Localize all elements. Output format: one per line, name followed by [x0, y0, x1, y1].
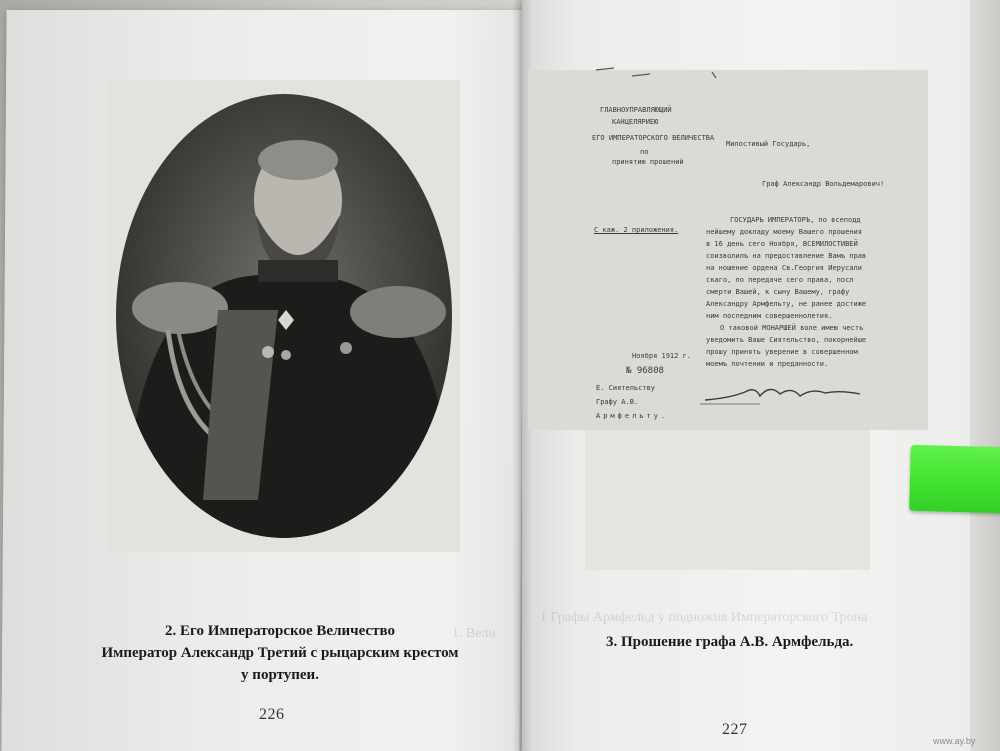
document-caption: 3. Прошение графа А.В. Армфельда.	[606, 634, 854, 650]
body-line: в 16 день сего Ноября, ВСЕМИЛОСТИВЕЙ	[706, 240, 858, 248]
caption-line: Император Александр Третий с рыцарским крестом	[101, 645, 459, 661]
body-line: нейшему докладу моему Вашего прошения	[706, 228, 862, 236]
body-line: О таковой МОНАРШЕЙ воле имею честь	[720, 324, 864, 332]
bleed-through-text: 1. Вели	[452, 626, 497, 641]
recipient-line: Графу А.В.	[596, 398, 639, 406]
document-plate-lower	[585, 430, 870, 570]
body-line: смерти Вашей, к сыну Вашему, графу	[706, 288, 850, 296]
body-line: соизволилъ на предоставление Вамъ прав	[706, 252, 867, 260]
caption-line: у портупеи.	[241, 667, 319, 683]
page-number-right: 227	[722, 721, 748, 738]
addressee: Граф Александр Вольдемарович!	[762, 180, 885, 188]
document-number: № 96808	[626, 366, 664, 376]
recipient-line: Армфельту.	[596, 412, 669, 420]
page-stack-edge	[970, 0, 1000, 751]
letterhead-line: принятию прошений	[612, 158, 684, 166]
watermark: www.ay.by	[933, 736, 976, 746]
page-number-left: 226	[259, 706, 285, 723]
body-line: Александру Армфельту, не ранее достиже	[706, 300, 867, 308]
letterhead-line: ГЛАВНОУПРАВЛЯЮЩИЙ	[600, 106, 672, 114]
body-line: на ношение ордена Св.Георгия Иерусали	[706, 264, 862, 272]
recipient-line: Е. Сиятельству	[596, 384, 656, 392]
letterhead-line: ЕГО ИМПЕРАТОРСКОГО ВЕЛИЧЕСТВА	[592, 134, 715, 142]
caption-line: 2. Его Императорское Величество	[165, 623, 395, 639]
emperor-portrait	[108, 80, 460, 552]
sticky-note-tab	[909, 445, 1000, 513]
portrait-caption	[60, 620, 500, 686]
letterhead-line: КАНЦЕЛЯРИЕЮ	[612, 118, 659, 126]
salutation: Милостивый Государь,	[726, 140, 811, 148]
letterhead-line: по	[640, 148, 649, 156]
body-line: скаго, по передаче сего права, посл	[706, 276, 854, 284]
signature-icon	[700, 378, 870, 408]
document-marks-icon	[592, 62, 742, 82]
body-line: уведомить Ваше Сиятельство, покорнейше	[706, 336, 867, 344]
document-plate	[528, 70, 928, 430]
body-line: прошу принять уверение в совершенном	[706, 348, 858, 356]
body-line: ним последним совершеннолетия.	[706, 312, 833, 320]
body-line: ГОСУДАРЬ ИМПЕРАТОРЪ, по всеподд	[730, 216, 861, 224]
body-line: моемъ почтении и преданности.	[706, 360, 829, 368]
enclosure-note: С каж. 2 приложения.	[594, 226, 679, 234]
bleed-through-text: 1 Графы Армфельд у подножия Императорского Трона	[540, 610, 868, 625]
document-date: Ноября 1912 г.	[632, 352, 692, 360]
portrait-plate	[108, 80, 460, 552]
